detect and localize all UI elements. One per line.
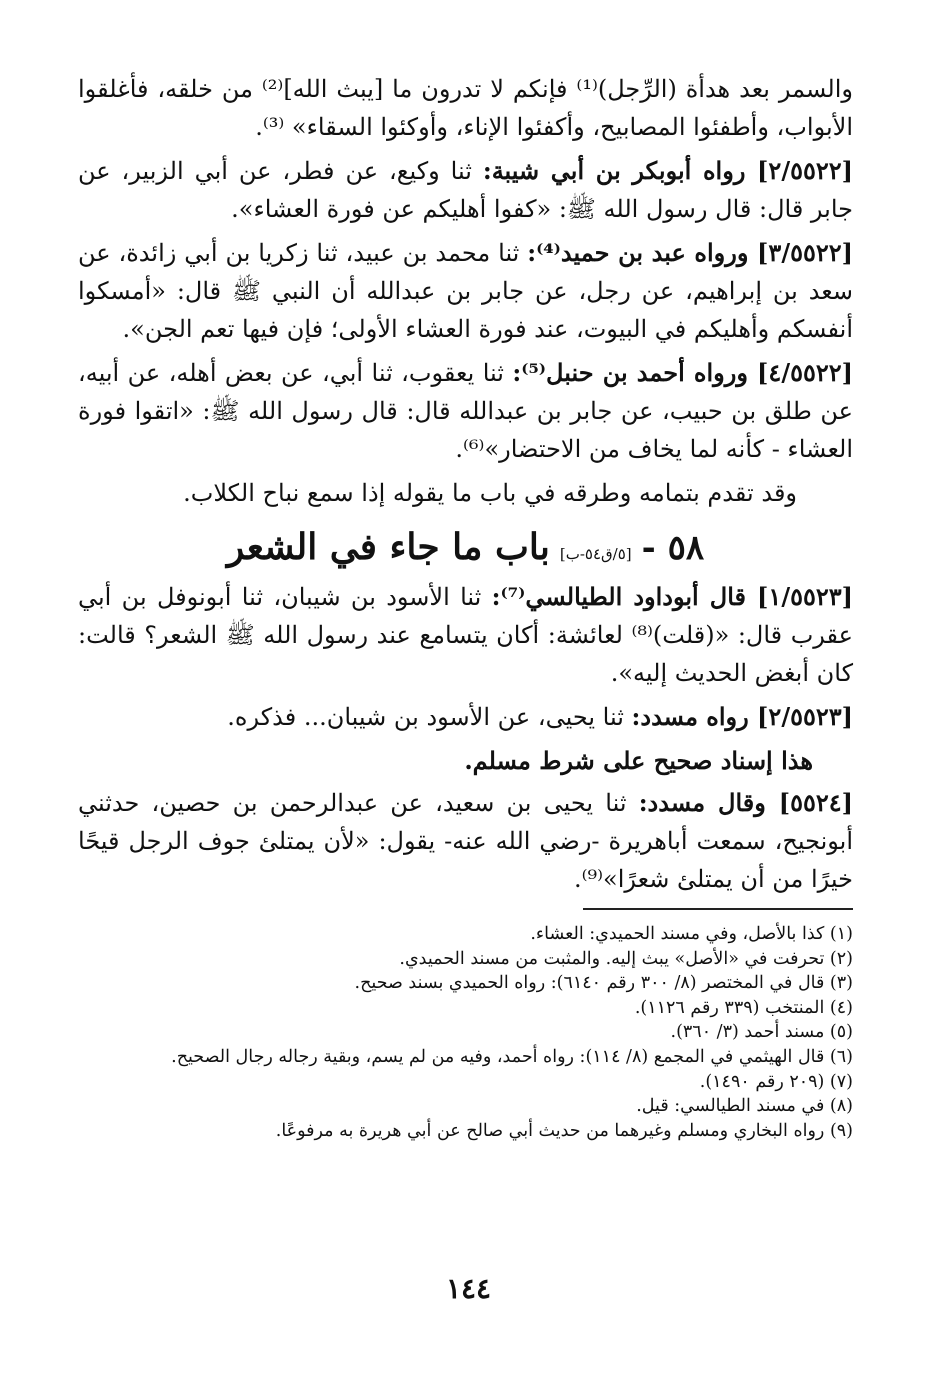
footnote-divider (583, 908, 853, 910)
paragraph-1 (78, 152, 853, 228)
paragraph-5 (78, 698, 853, 736)
chapter-heading (78, 526, 853, 568)
footnotes (78, 922, 853, 1143)
footnote-8: (٨) في مسند الطيالسي: قيل. (636, 1096, 853, 1117)
paragraph-lead: [٢/٥٥٢٣] رواه مسدد: (631, 702, 853, 731)
paragraph-text: ثنا يعقوب، ثنا أبي، عن بعض أهله، عن أبيه، عن طلق بن حبيب، عن جابر بن عبدالله قال: قال رسول الله ﷺ: «اتقوا فورة العشاء - كأنه لما يخاف من الاحتضار»⁽⁶⁾. (78, 359, 853, 463)
chapter-number: ٥٨ - (641, 528, 705, 568)
paragraph-text: ثنا وكيع، عن فطر، عن أبي الزبير، عن جابر قال: قال رسول الله ﷺ: «كفوا أهليكم عن فورة العشاء». (78, 157, 853, 223)
paragraph-lead: [١/٥٥٢٣] قال أبوداود الطيالسي⁽⁷⁾: (491, 582, 853, 611)
paragraph-text: ثنا محمد بن عبيد، ثنا زكريا بن أبي زائدة، عن سعد بن إبراهيم، عن رجل، عن جابر بن عبدالله أن النبي ﷺ قال: «أمسكوا أنفسكم وأهليكم في البيوت، عند فورة العشاء الأولى؛ فإن فيها تعم الجن». (78, 239, 853, 343)
grading-note: هذا إسناد صحيح على شرط مسلم. (464, 746, 813, 775)
footnote-5: (٥) مسند أحمد (٣/ ٣٦٠). (670, 1022, 853, 1043)
chapter-title: باب ما جاء في الشعر (226, 526, 550, 568)
cross-reference-note: وقد تقدم بتمامه وطرقه في باب ما يقوله إذا سمع نباح الكلاب. (183, 479, 797, 507)
paragraph-text: ثنا يحيى بن سعيد، عن عبدالرحمن بن حصين، حدثني أبونجيح، سمعت أباهريرة -رضي الله عنه- يقول: «لأن يمتلئ جوف الرجل قيحًا خيرًا من أن يمتلئ شعرًا»⁽⁹⁾. (78, 789, 853, 893)
paragraph-6 (78, 784, 853, 898)
footnote-4: (٤) المنتخب (٣٣٩ رقم ١١٢٦). (634, 997, 853, 1018)
paragraph-text: والسمر بعد هدأة (الرِّجل)⁽¹⁾ فإنكم لا تدرون ما [يبث الله]⁽²⁾ من خلقه، فأغلقوا الأبواب، وأطفئوا المصابيح، وأكفئوا الإناء، وأوكئوا السقاء» ⁽³⁾. (78, 75, 853, 141)
paragraph-text: ثنا يحيى، عن الأسود بن شيبان... فذكره. (227, 703, 632, 731)
paragraph-text: ثنا الأسود بن شيبان، ثنا أبونوفل بن أبي عقرب قال: «(قلت)⁽⁸⁾ لعائشة: أكان يتسامع عند رسول الله ﷺ الشعر؟ قالت: كان أبغض الحديث إليه». (78, 583, 853, 687)
footnote-9: (٩) رواه البخاري ومسلم وغيرهما من حديث أبي صالح عن أبي هريرة به مرفوعًا. (275, 1120, 853, 1141)
footnote-6: (٦) قال الهيثمي في المجمع (٨/ ١١٤): رواه أحمد، وفيه من لم يسم، وبقية رجاله رجال الصحيح. (171, 1046, 853, 1067)
footnote-1: (١) كذا بالأصل، وفي مسند الحميدي: العشاء. (530, 924, 853, 944)
paragraph-3 (78, 354, 853, 468)
footnote-7: (٧) (٢٠٩ رقم ١٤٩٠). (699, 1071, 853, 1092)
paragraph-lead: [٤/٥٥٢٢] ورواه أحمد بن حنبل⁽⁵⁾: (512, 358, 853, 387)
paragraph-4 (78, 578, 853, 692)
paragraph-lead: [٥٥٢٤] وقال مسدد: (638, 788, 854, 817)
chapter-manuscript-ref: [٥/ق٥٤-ب] (559, 545, 632, 563)
footnote-3: (٣) قال في المختصر (٨/ ٣٠٠ رقم ٦١٤٠): رواه الحميدي بسند صحيح. (354, 973, 853, 994)
paragraph-lead: [٣/٥٥٢٢] ورواه عبد بن حميد⁽⁴⁾: (527, 238, 853, 267)
paragraph-lead: [٢/٥٥٢٢] رواه أبوبكر بن أبي شيبة: (482, 156, 853, 185)
paragraph-0 (78, 70, 853, 146)
paragraph-2 (78, 234, 853, 348)
page-number: ١٤٤ (445, 1272, 492, 1305)
footnote-2: (٢) تحرفت في «الأصل» يبث إليه. والمثبت من مسند الحميدي. (399, 948, 853, 969)
